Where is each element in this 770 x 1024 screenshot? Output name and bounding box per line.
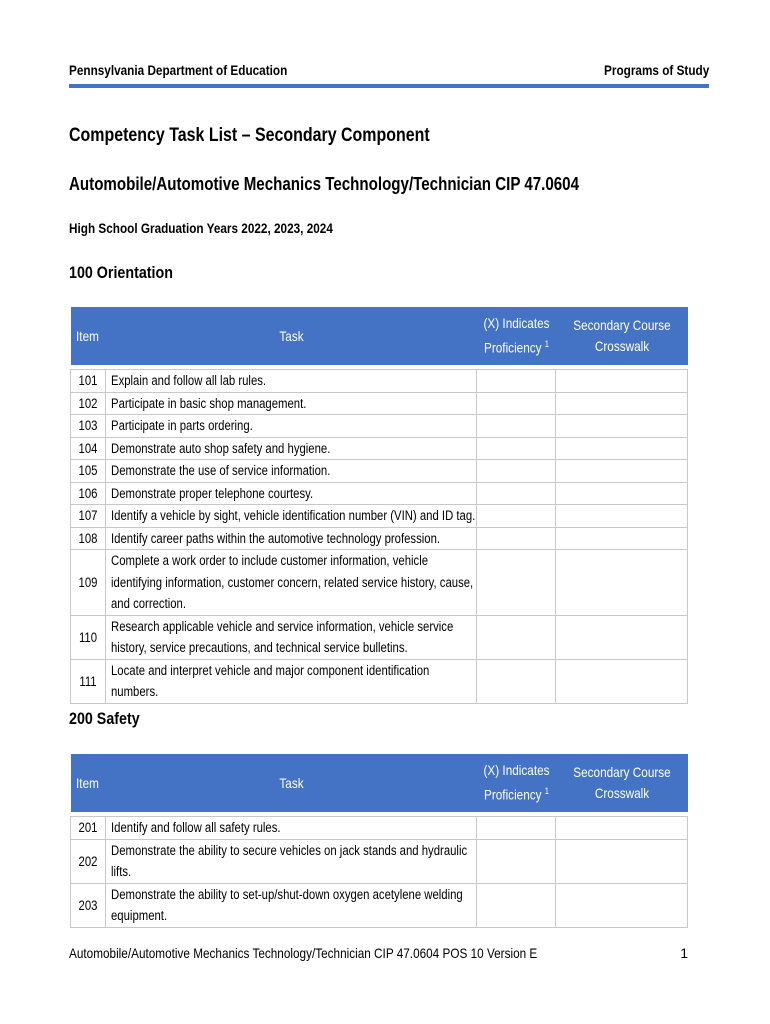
proficiency-cell[interactable] (477, 392, 556, 415)
item-number: 101 (71, 370, 106, 393)
column-header-crosswalk: Secondary Course Crosswalk (556, 307, 688, 365)
proficiency-cell[interactable] (477, 659, 556, 703)
task-description: Demonstrate the use of service information. (106, 460, 477, 483)
graduation-years: High School Graduation Years 2022, 2023, 2024 (69, 220, 333, 236)
proficiency-cell[interactable] (477, 839, 556, 883)
table-row (71, 505, 688, 528)
item-number: 109 (71, 550, 106, 616)
column-header-task: Task (106, 754, 477, 812)
task-description: Demonstrate proper telephone courtesy. (106, 482, 477, 505)
proficiency-cell[interactable] (477, 527, 556, 550)
proficiency-cell[interactable] (477, 437, 556, 460)
task-description: Demonstrate the ability to secure vehicles on jack stands and hydraulic lifts. (106, 839, 477, 883)
item-number: 110 (71, 615, 106, 659)
table-row (71, 659, 688, 703)
column-header-proficiency: (X) Indicates Proficiency $^1$ (477, 754, 556, 812)
table-row (71, 817, 688, 840)
crosswalk-cell[interactable] (556, 615, 688, 659)
proficiency-cell[interactable] (477, 415, 556, 438)
crosswalk-cell[interactable] (556, 392, 688, 415)
page-number: 1 (680, 945, 688, 961)
task-description: Demonstrate the ability to set-up/shut-down oxygen acetylene welding equipment. (106, 883, 477, 927)
safety-task-table (70, 754, 688, 928)
crosswalk-cell[interactable] (556, 370, 688, 393)
program-title: Automobile/Automotive Mechanics Technology/Technician CIP 47.0604 (69, 174, 579, 194)
table-row (71, 370, 688, 393)
item-number: 102 (71, 392, 106, 415)
crosswalk-cell[interactable] (556, 482, 688, 505)
item-number: 107 (71, 505, 106, 528)
item-number: 111 (71, 659, 106, 703)
proficiency-cell[interactable] (477, 505, 556, 528)
crosswalk-cell[interactable] (556, 659, 688, 703)
proficiency-cell[interactable] (477, 615, 556, 659)
item-number: 106 (71, 482, 106, 505)
column-header-proficiency: (X) Indicates Proficiency $^1$ (477, 307, 556, 365)
column-header-item: Item (71, 307, 106, 365)
crosswalk-cell[interactable] (556, 437, 688, 460)
proficiency-cell[interactable] (477, 883, 556, 927)
column-header-crosswalk: Secondary Course Crosswalk (556, 754, 688, 812)
table-row (71, 883, 688, 927)
item-number: 202 (71, 839, 106, 883)
proficiency-cell[interactable] (477, 370, 556, 393)
item-number: 104 (71, 437, 106, 460)
task-description: Research applicable vehicle and service information, vehicle service history, service precautions, and technical service bulletins. (106, 615, 477, 659)
item-number: 103 (71, 415, 106, 438)
table-row (71, 415, 688, 438)
table-row (71, 527, 688, 550)
table-row (71, 460, 688, 483)
item-number: 105 (71, 460, 106, 483)
crosswalk-cell[interactable] (556, 817, 688, 840)
crosswalk-cell[interactable] (556, 460, 688, 483)
task-description: Complete a work order to include customer information, vehicle identifying information, customer concern, related service history, cause, and correction. (106, 550, 477, 616)
proficiency-cell[interactable] (477, 817, 556, 840)
proficiency-cell[interactable] (477, 482, 556, 505)
table-row (71, 839, 688, 883)
task-description: Identify and follow all safety rules. (106, 817, 477, 840)
crosswalk-cell[interactable] (556, 527, 688, 550)
item-number: 108 (71, 527, 106, 550)
section-heading-safety: 200 Safety (69, 709, 140, 728)
crosswalk-cell[interactable] (556, 415, 688, 438)
task-description: Identify career paths within the automotive technology profession. (106, 527, 477, 550)
table-header-row (71, 307, 688, 365)
crosswalk-cell[interactable] (556, 550, 688, 616)
task-description: Identify a vehicle by sight, vehicle identification number (VIN) and ID tag. (106, 505, 477, 528)
table-row (71, 615, 688, 659)
task-description: Locate and interpret vehicle and major component identification numbers. (106, 659, 477, 703)
task-description: Participate in parts ordering. (106, 415, 477, 438)
task-description: Participate in basic shop management. (106, 392, 477, 415)
table-row (71, 392, 688, 415)
proficiency-cell[interactable] (477, 550, 556, 616)
column-header-task: Task (106, 307, 477, 365)
task-description: Demonstrate auto shop safety and hygiene. (106, 437, 477, 460)
item-number: 201 (71, 817, 106, 840)
column-header-item: Item (71, 754, 106, 812)
footer-text: Automobile/Automotive Mechanics Technology/Technician CIP 47.0604 POS 10 Version E (69, 945, 538, 961)
crosswalk-cell[interactable] (556, 883, 688, 927)
table-row (71, 482, 688, 505)
crosswalk-cell[interactable] (556, 505, 688, 528)
crosswalk-cell[interactable] (556, 839, 688, 883)
document-title: Competency Task List – Secondary Component (69, 125, 430, 146)
task-description: Explain and follow all lab rules. (106, 370, 477, 393)
header-organization: Pennsylvania Department of Education (69, 62, 288, 78)
item-number: 203 (71, 883, 106, 927)
section-heading-orientation: 100 Orientation (69, 263, 173, 282)
proficiency-cell[interactable] (477, 460, 556, 483)
table-row (71, 550, 688, 616)
table-header-row (71, 754, 688, 812)
orientation-task-table (70, 307, 688, 704)
table-row (71, 437, 688, 460)
header-section: Programs of Study (603, 62, 709, 78)
header-rule (69, 84, 709, 88)
